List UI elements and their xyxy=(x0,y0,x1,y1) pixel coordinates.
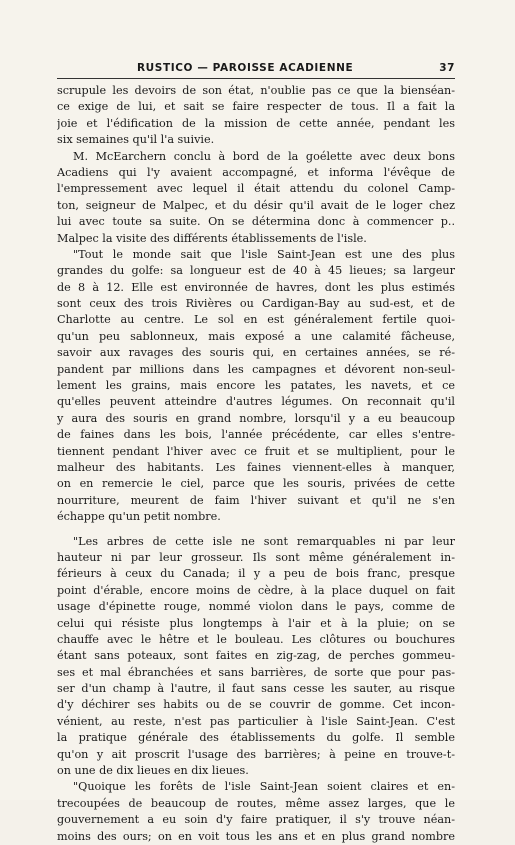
text-line: ses et mal ébranchées et sans barrières, de sorte que pour pas- xyxy=(57,665,455,679)
text-line: nourriture, meurent de faim l'hiver suivant et qu'il ne s'en xyxy=(57,493,455,507)
text-line: grandes du golfe: sa longueur est de 40 à 45 lieues; sa largeur xyxy=(57,264,455,278)
text-line: "Les arbres de cette isle ne sont remarquables ni par leur xyxy=(73,534,455,548)
text-line: étant sans poteaux, sont faites en zig-zag, de perches gommeu- xyxy=(57,649,455,663)
paragraph-3 xyxy=(57,247,455,526)
text-line: trecoupées de beaucoup de routes, même assez larges, que le xyxy=(57,796,455,810)
text-line: tiennent pendant l'hiver avec ce fruit et se multiplient, pour le xyxy=(57,444,455,458)
text-line: celui qui résiste plus longtemps à l'air et à la pluie; on se xyxy=(57,616,455,630)
text-line: sont ceux des trois Rivières ou Cardigan-Bay au sud-est, et de xyxy=(57,297,455,311)
text-line: qu'elles peuvent atteindre d'autres légumes. On reconnait qu'il xyxy=(57,395,455,409)
running-title: RUSTICO — PAROISSE ACADIENNE xyxy=(137,62,354,74)
running-header xyxy=(57,62,455,76)
text-line: ton, seigneur de Malpec, et du désir qu'il avait de le loger chez xyxy=(57,198,455,212)
text-line: lui avec toute sa suite. On se détermina donc à commencer p.. xyxy=(57,215,455,229)
text-line: joie et l'édification de la mission de cette année, pendant les xyxy=(57,116,455,130)
text-line: qu'un peu sablonneux, mais exposé a une calamité fâcheuse, xyxy=(57,329,455,343)
text-line: pandent par millions dans les campagnes et dévorent non-seul- xyxy=(57,362,455,376)
paragraph-2 xyxy=(57,149,455,247)
text-line: "Tout le monde sait que l'isle Saint-Jean est une des plus xyxy=(73,247,455,261)
text-line: l'empressement avec lequel il était attendu du colonel Camp- xyxy=(57,182,455,196)
text-line: de 8 à 12. Elle est environnée de havres, dont les plus estimés xyxy=(57,280,455,294)
paragraph-1 xyxy=(57,83,455,149)
text-line: usage d'épinette rouge, nommé violon dans le pays, comme de xyxy=(57,600,455,614)
body-text xyxy=(57,83,455,845)
text-line: M. McEarchern conclu à bord de la goélette avec deux bons xyxy=(73,149,455,163)
paragraph-gap xyxy=(57,526,455,534)
text-line: d'y déchirer ses habits ou de se couvrir de gomme. Cet incon- xyxy=(57,698,455,712)
text-line: malheur des habitants. Les faines viennent-elles à manquer, xyxy=(57,460,455,474)
text-line: on en remercie le ciel, parce que les souris, privées de cette xyxy=(57,477,455,491)
text-line: point d'érable, encore moins de cèdre, à la place duquel on fait xyxy=(57,583,455,597)
paragraph-4 xyxy=(57,534,455,780)
text-line: lement les grains, mais encore les patates, les navets, et ce xyxy=(57,379,455,393)
text-line: chauffe avec le hêtre et le bouleau. Les clôtures ou bouchures xyxy=(57,632,455,646)
text-line: on une de dix lieues en dix lieues. xyxy=(57,764,249,778)
text-line: qu'on y ait proscrit l'usage des barrières; à peine en trouve-t- xyxy=(57,747,455,761)
text-line: gouvernement a eu soin d'y faire pratiquer, il s'y trouve néan- xyxy=(57,813,455,827)
paragraph-5 xyxy=(57,779,455,845)
text-line: de faines dans les bois, l'année précédente, car elles s'entre- xyxy=(57,428,455,442)
text-line: Charlotte au centre. Le sol en est généralement fertile quoi- xyxy=(57,313,455,327)
header-rule xyxy=(57,78,455,79)
text-line: Acadiens qui l'y avaient accompagné, et informa l'évêque de xyxy=(57,165,455,179)
text-line: échappe qu'un petit nombre. xyxy=(57,510,221,524)
page-number: 37 xyxy=(439,62,455,74)
text-line: férieurs à ceux du Canada; il y a peu de bois franc, presque xyxy=(57,567,455,581)
text-line: moins des ours; on en voit tous les ans et en plus grand nombre xyxy=(57,829,455,843)
text-line: Malpec la visite des différents établissements de l'isle. xyxy=(57,231,367,245)
text-line: ser d'un champ à l'autre, il faut sans cesse les sauter, au risque xyxy=(57,682,455,696)
text-line: six semaines qu'il l'a suivie. xyxy=(57,133,215,147)
text-line: hauteur ni par leur grosseur. Ils sont même généralement in- xyxy=(57,550,455,564)
text-line: vénient, au reste, n'est pas particulier à l'isle Saint-Jean. C'est xyxy=(57,714,455,728)
text-line: "Quoique les forêts de l'isle Saint-Jean soient claires et en- xyxy=(73,780,455,794)
text-line: scrupule les devoirs de son état, n'oublie pas ce que la bienséan- xyxy=(57,84,455,97)
text-line: savoir aux ravages des souris qui, en certaines années, se ré- xyxy=(57,346,455,360)
text-line: la pratique générale des établissements du golfe. Il semble xyxy=(57,731,455,745)
text-line: y aura des souris en grand nombre, lorsqu'il y a eu beaucoup xyxy=(57,411,455,425)
text-line: ce exige de lui, et sait se faire respecter de tous. Il a fait la xyxy=(57,100,455,114)
